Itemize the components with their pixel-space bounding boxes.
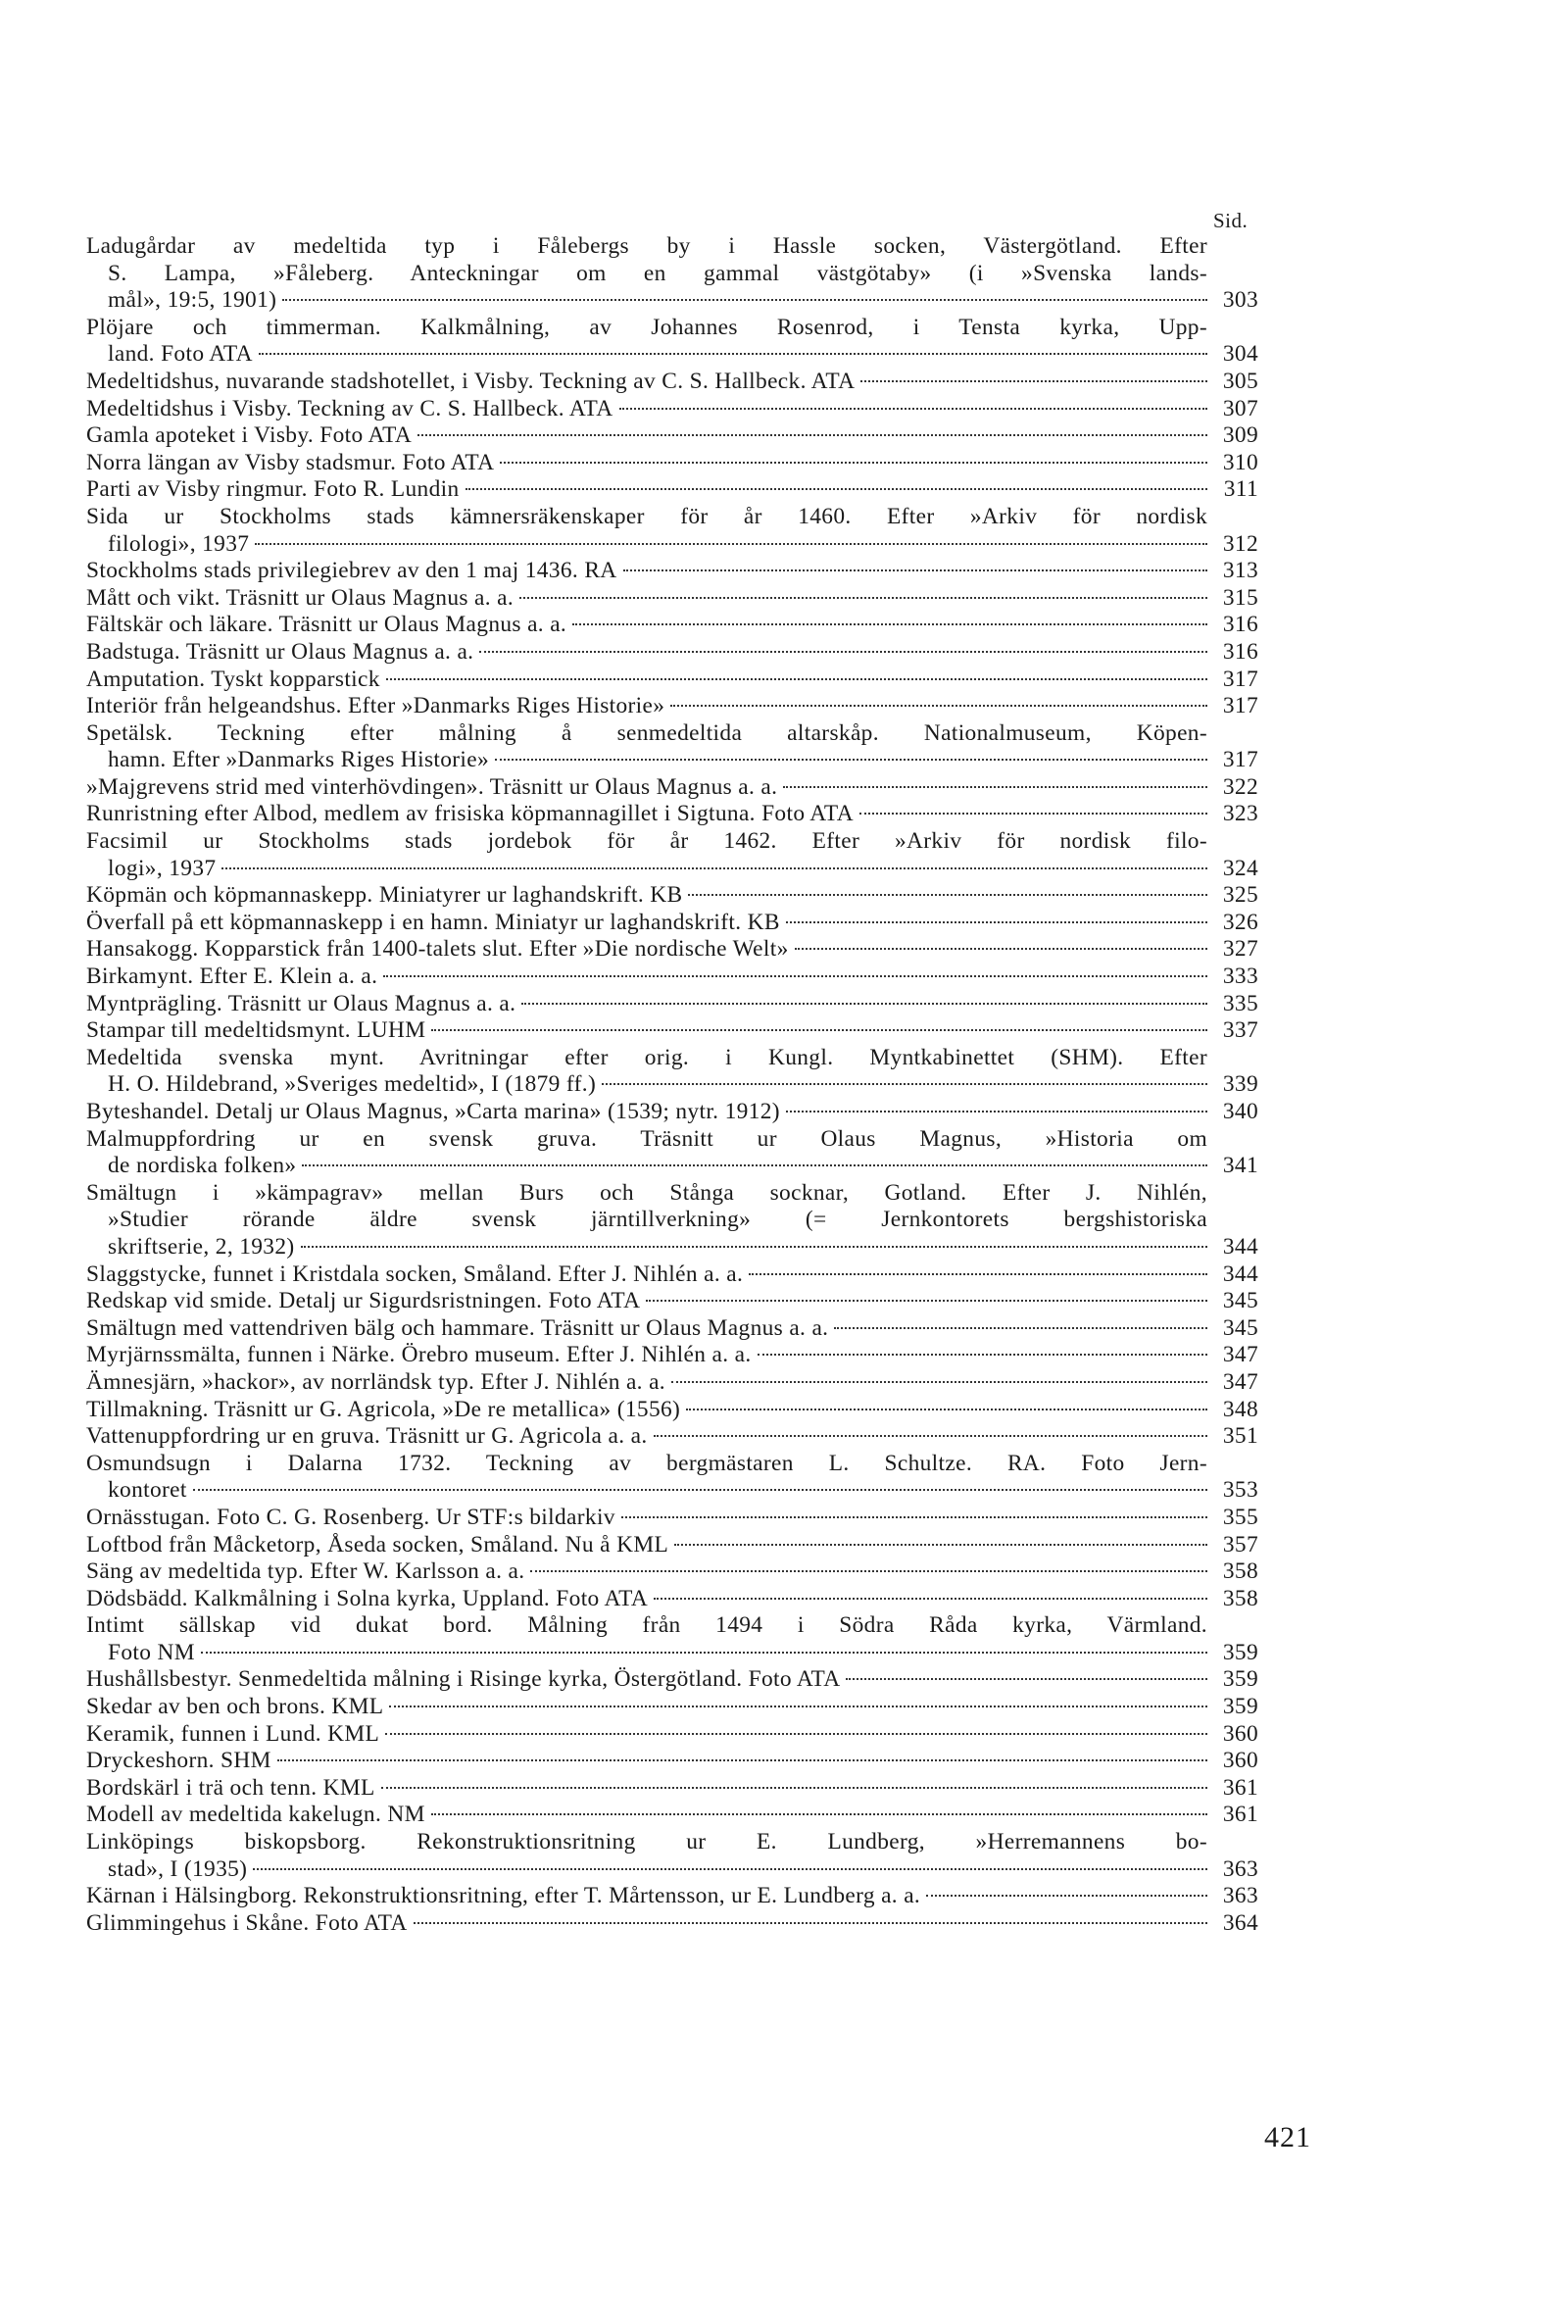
entry-text: Skedar av ben och brons. KML (86, 1694, 384, 1720)
entry-text: Redskap vid smide. Detalj ur Sigurdsristningen. Foto ATA (86, 1288, 641, 1314)
dot-leader (383, 975, 1207, 977)
entry-text: Badstuga. Träsnitt ur Olaus Magnus a. a. (86, 638, 474, 665)
illustration-list (86, 233, 1258, 1937)
page-reference: 364 (1222, 1909, 1258, 1936)
list-item (86, 1180, 1258, 1261)
dot-leader (674, 1544, 1207, 1546)
dot-leader (301, 1246, 1207, 1248)
page-reference: 324 (1222, 855, 1258, 881)
entry-text: Ämnesjärn, »hackor», av norrländsk typ. Efter J. Nihlén a. a. (86, 1368, 666, 1395)
page-reference: 304 (1222, 341, 1258, 368)
entry-text: Köpmän och köpmannaskepp. Miniatyrer ur laghandskrift. KB (86, 882, 683, 909)
page-reference: 347 (1222, 1342, 1258, 1368)
dot-leader (519, 597, 1207, 599)
page-reference: 361 (1222, 1774, 1258, 1801)
dot-leader (431, 1813, 1207, 1815)
entry-text: hamn. Efter »Danmarks Riges Historie» (108, 747, 490, 773)
list-item (86, 1288, 1258, 1315)
page-reference: 316 (1222, 638, 1258, 665)
entry-text: Byteshandel. Detalj ur Olaus Magnus, »Carta marina» (1539; nytr. 1912) (86, 1099, 780, 1124)
dot-leader (926, 1895, 1207, 1897)
dot-leader (758, 1354, 1207, 1356)
page-reference: 359 (1222, 1639, 1258, 1665)
entry-text: Birkamynt. Efter E. Klein a. a. (86, 964, 378, 990)
page-reference: 327 (1222, 936, 1258, 963)
entry-text-line: Malmuppfordring ur en svensk gruva. Träsnitt ur Olaus Magnus, »Historia om (86, 1125, 1207, 1152)
dot-leader (253, 1868, 1207, 1870)
dot-leader (495, 759, 1207, 761)
list-item (86, 1423, 1258, 1451)
entry-text-line: Intimt sällskap vid dukat bord. Målning från 1494 i Södra Råda kyrka, Värmland. (86, 1612, 1207, 1639)
entry-text: Smältugn med vattendriven bälg och hammare. Träsnitt ur Olaus Magnus a. a. (86, 1314, 829, 1341)
page-number: 421 (1264, 2121, 1311, 2153)
list-item (86, 1910, 1258, 1938)
page-reference: 317 (1222, 693, 1258, 719)
entry-text: Kärnan i Hälsingborg. Rekonstruktionsritning, efter T. Mårtensson, ur E. Lundberg a. a. (86, 1883, 921, 1909)
list-item (86, 233, 1258, 315)
entry-text-line: Medeltida svenska mynt. Avritningar efter orig. i Kungl. Myntkabinettet (SHM). Efter (86, 1044, 1207, 1070)
dot-leader (602, 1083, 1207, 1085)
dot-leader (619, 408, 1207, 410)
list-item (86, 1775, 1258, 1803)
page-reference: 313 (1222, 558, 1258, 584)
dot-leader (201, 1652, 1207, 1654)
entry-text: Säng av medeltida typ. Efter W. Karlsson a. a. (86, 1558, 525, 1585)
list-item (86, 1883, 1258, 1910)
entry-text: Foto NM (108, 1639, 195, 1665)
page-reference: 344 (1222, 1233, 1258, 1260)
dot-leader (671, 1381, 1207, 1383)
page-reference: 361 (1222, 1802, 1258, 1828)
list-item (86, 910, 1258, 937)
page-reference: 347 (1222, 1368, 1258, 1395)
page-reference: 344 (1222, 1261, 1258, 1287)
page-reference: 357 (1222, 1531, 1258, 1558)
entry-text: Myntprägling. Träsnitt ur Olaus Magnus a. a. (86, 990, 516, 1016)
entry-text: stad», I (1935) (108, 1855, 248, 1882)
dot-leader (859, 813, 1207, 815)
entry-text: Vattenuppfordring ur en gruva. Träsnitt ur G. Agricola a. a. (86, 1423, 648, 1450)
entry-text: Stampar till medeltidsmynt. LUHM (86, 1017, 426, 1044)
entry-text-line: Linköpings biskopsborg. Rekonstruktionsritning ur E. Lundberg, »Herremannens bo- (86, 1829, 1207, 1855)
dot-leader (255, 543, 1207, 545)
entry-text-line: Spetälsk. Teckning efter målning å senmedeltida altarskåp. Nationalmuseum, Köpen- (86, 719, 1207, 746)
entry-text: Parti av Visby ringmur. Foto R. Lundin (86, 476, 460, 503)
dot-leader (521, 1003, 1207, 1005)
dot-leader (417, 434, 1207, 436)
list-item (86, 1397, 1258, 1424)
dot-leader (670, 705, 1207, 707)
entry-text: Dryckeshorn. SHM (86, 1748, 271, 1774)
list-item (86, 585, 1258, 613)
dot-leader (277, 1759, 1207, 1761)
entry-text: Tillmakning. Träsnitt ur G. Agricola, »De re metallica» (1556) (86, 1396, 681, 1422)
page-reference: 317 (1222, 666, 1258, 692)
list-item (86, 801, 1258, 828)
list-item (86, 1451, 1258, 1505)
list-item (86, 1721, 1258, 1749)
page-reference: 345 (1222, 1288, 1258, 1314)
dot-leader (414, 1922, 1207, 1924)
page-reference: 307 (1222, 395, 1258, 421)
dot-leader (193, 1489, 1207, 1491)
dot-leader (786, 1111, 1207, 1113)
entry-text: filologi», 1937 (108, 530, 250, 557)
list-item (86, 1017, 1258, 1045)
dot-leader (466, 488, 1207, 490)
page-reference: 315 (1222, 584, 1258, 611)
dot-leader (259, 353, 1207, 355)
dot-leader (749, 1273, 1207, 1275)
page-reference: 335 (1222, 990, 1258, 1016)
page-reference: 340 (1222, 1099, 1258, 1124)
page-reference: 360 (1222, 1720, 1258, 1747)
page-reference: 322 (1222, 773, 1258, 800)
entry-text-line: Ladugårdar av medeltida typ i Fålebergs by i Hassle socken, Västergötland. Efter (86, 233, 1207, 259)
page-reference: 311 (1223, 476, 1258, 503)
entry-text-line: Osmundsugn i Dalarna 1732. Teckning av bergmästaren L. Schultze. RA. Foto Jern- (86, 1450, 1207, 1476)
list-item (86, 1126, 1258, 1180)
list-item (86, 1505, 1258, 1532)
list-item (86, 476, 1258, 504)
page-reference: 358 (1222, 1585, 1258, 1611)
entry-text: logi», 1937 (108, 855, 217, 881)
dot-leader (479, 651, 1207, 653)
list-item (86, 422, 1258, 450)
dot-leader (530, 1570, 1207, 1572)
entry-text: Stockholms stads privilegiebrev av den 1 maj 1436. RA (86, 558, 617, 584)
list-item (86, 1666, 1258, 1694)
entry-text: land. Foto ATA (108, 341, 253, 368)
dot-leader (646, 1300, 1207, 1302)
dot-leader (834, 1327, 1207, 1329)
dot-leader (282, 299, 1207, 301)
entry-text: Medeltidshus, nuvarande stadshotellet, i Visby. Teckning av C. S. Hallbeck. ATA (86, 368, 856, 394)
dot-leader (221, 867, 1207, 869)
page-reference: 326 (1222, 909, 1258, 935)
entry-text-line: Sida ur Stockholms stads kämnersräkenskaper för år 1460. Efter »Arkiv för nordisk (86, 503, 1207, 529)
entry-text: de nordiska folken» (108, 1153, 297, 1179)
page-reference: 341 (1222, 1153, 1258, 1179)
list-item (86, 558, 1258, 585)
list-item (86, 1369, 1258, 1397)
list-item (86, 504, 1258, 558)
entry-text: Norra längan av Visby stadsmur. Foto ATA (86, 449, 495, 475)
dot-leader (389, 1706, 1207, 1707)
list-item (86, 991, 1258, 1018)
dot-leader (654, 1435, 1207, 1437)
page-reference: 360 (1222, 1748, 1258, 1774)
page-reference: 317 (1222, 747, 1258, 773)
page-reference: 333 (1222, 964, 1258, 990)
dot-leader (500, 462, 1207, 464)
entry-text: mål», 19:5, 1901) (108, 287, 277, 314)
dot-leader (654, 1598, 1207, 1600)
dot-leader (385, 1733, 1207, 1735)
page-reference: 310 (1222, 449, 1258, 475)
entry-text: skriftserie, 2, 1932) (108, 1233, 295, 1260)
entry-text-line: Plöjare och timmerman. Kalkmålning, av Johannes Rosenrod, i Tensta kyrka, Upp- (86, 314, 1207, 340)
entry-text: Överfall på ett köpmannaskepp i en hamn. Miniatyr ur laghandskrift. KB (86, 909, 780, 935)
entry-text: Fältskär och läkare. Träsnitt ur Olaus Magnus a. a. (86, 612, 567, 638)
page-reference: 316 (1222, 612, 1258, 638)
entry-text-line: Smältugn i »kämpagrav» mellan Burs och Stånga socknar, Gotland. Efter J. Nihlén, (86, 1179, 1207, 1206)
page-reference: 323 (1222, 801, 1258, 827)
page-reference: 305 (1222, 368, 1258, 394)
entry-text: Runristning efter Albod, medlem av frisiska köpmannagillet i Sigtuna. Foto ATA (86, 801, 854, 827)
dot-leader (621, 1516, 1207, 1518)
list-item (86, 828, 1258, 882)
entry-text: Bordskärl i trä och tenn. KML (86, 1774, 375, 1801)
list-item (86, 693, 1258, 720)
list-item (86, 667, 1258, 694)
list-item (86, 1586, 1258, 1613)
list-item (86, 369, 1258, 396)
page-reference: 359 (1222, 1666, 1258, 1693)
entry-text: Keramik, funnen i Lund. KML (86, 1720, 380, 1747)
entry-text: kontoret (108, 1477, 187, 1504)
entry-text: Modell av medeltida kakelugn. NM (86, 1802, 425, 1828)
entry-text: Gamla apoteket i Visby. Foto ATA (86, 422, 413, 449)
list-item (86, 1558, 1258, 1586)
dot-leader (688, 894, 1207, 896)
page-reference: 303 (1222, 287, 1258, 314)
list-item (86, 964, 1258, 991)
dot-leader (686, 1409, 1207, 1410)
list-item (86, 720, 1258, 774)
entry-text: Hushållsbestyr. Senmedeltida målning i Risinge kyrka, Östergötland. Foto ATA (86, 1666, 841, 1693)
list-item (86, 315, 1258, 369)
list-item (86, 936, 1258, 964)
page-reference: 363 (1222, 1883, 1258, 1909)
list-item (86, 1099, 1258, 1126)
page-reference: 339 (1222, 1071, 1258, 1098)
entry-text: Amputation. Tyskt kopparstick (86, 666, 380, 692)
entry-text-line: »Studier rörande äldre svensk järntillverkning» (= Jernkontorets bergshistoriska (108, 1207, 1207, 1233)
list-item (86, 1748, 1258, 1775)
page-reference: 325 (1222, 882, 1258, 909)
list-item (86, 1315, 1258, 1343)
entry-text: Mått och vikt. Träsnitt ur Olaus Magnus a. a. (86, 584, 514, 611)
page-reference: 355 (1222, 1504, 1258, 1530)
list-item (86, 1532, 1258, 1559)
list-item (86, 612, 1258, 639)
sid-column-header: Sid. (1213, 209, 1249, 232)
dot-leader (783, 786, 1207, 788)
list-item (86, 396, 1258, 423)
entry-text-line: Facsimil ur Stockholms stads jordebok för år 1462. Efter »Arkiv för nordisk filo- (86, 828, 1207, 855)
list-item (86, 1829, 1258, 1883)
dot-leader (386, 678, 1207, 680)
dot-leader (846, 1678, 1207, 1680)
page-reference: 348 (1222, 1396, 1258, 1422)
entry-text-line: S. Lampa, »Fåleberg. Anteckningar om en gammal västgötaby» (i »Svenska lands- (108, 260, 1207, 286)
page-reference: 358 (1222, 1558, 1258, 1585)
dot-leader (795, 948, 1207, 950)
list-item (86, 1612, 1258, 1666)
page-reference: 309 (1222, 422, 1258, 449)
list-item (86, 774, 1258, 802)
dot-leader (572, 623, 1207, 625)
entry-text: Glimmingehus i Skåne. Foto ATA (86, 1909, 408, 1936)
entry-text: Medeltidshus i Visby. Teckning av C. S. Hallbeck. ATA (86, 395, 613, 421)
dot-leader (623, 569, 1207, 571)
page-reference: 353 (1222, 1477, 1258, 1504)
dot-leader (431, 1029, 1207, 1031)
dot-leader (381, 1787, 1207, 1789)
entry-text: Myrjärnssmälta, funnen i Närke. Örebro museum. Efter J. Nihlén a. a. (86, 1342, 752, 1368)
entry-text: »Majgrevens strid med vinterhövdingen». Träsnitt ur Olaus Magnus a. a. (86, 773, 778, 800)
entry-text: Ornässtugan. Foto C. G. Rosenberg. Ur STF:s bildarkiv (86, 1504, 615, 1530)
list-item (86, 639, 1258, 667)
list-item (86, 1045, 1258, 1099)
entry-text: Loftbod från Måcketorp, Åseda socken, Småland. Nu å KML (86, 1531, 669, 1558)
list-item (86, 882, 1258, 910)
entry-text: Slaggstycke, funnet i Kristdala socken, Småland. Efter J. Nihlén a. a. (86, 1261, 744, 1287)
list-item (86, 1694, 1258, 1721)
dot-leader (302, 1164, 1207, 1166)
entry-text: Hansakogg. Kopparstick från 1400-talets slut. Efter »Die nordische Welt» (86, 936, 789, 963)
list-item (86, 450, 1258, 477)
list-item (86, 1261, 1258, 1289)
page-reference: 359 (1222, 1694, 1258, 1720)
page-reference: 345 (1222, 1314, 1258, 1341)
dot-leader (786, 921, 1207, 923)
page-reference: 363 (1222, 1855, 1258, 1882)
list-item (86, 1342, 1258, 1369)
list-item (86, 1802, 1258, 1829)
page-reference: 312 (1222, 530, 1258, 557)
page-reference: 337 (1222, 1017, 1258, 1044)
entry-text: Interiör från helgeandshus. Efter »Danmarks Riges Historie» (86, 693, 665, 719)
entry-text: Dödsbädd. Kalkmålning i Solna kyrka, Uppland. Foto ATA (86, 1585, 649, 1611)
entry-text: H. O. Hildebrand, »Sveriges medeltid», I (1879 ff.) (108, 1071, 597, 1098)
dot-leader (860, 380, 1207, 382)
page-reference: 351 (1222, 1423, 1258, 1450)
